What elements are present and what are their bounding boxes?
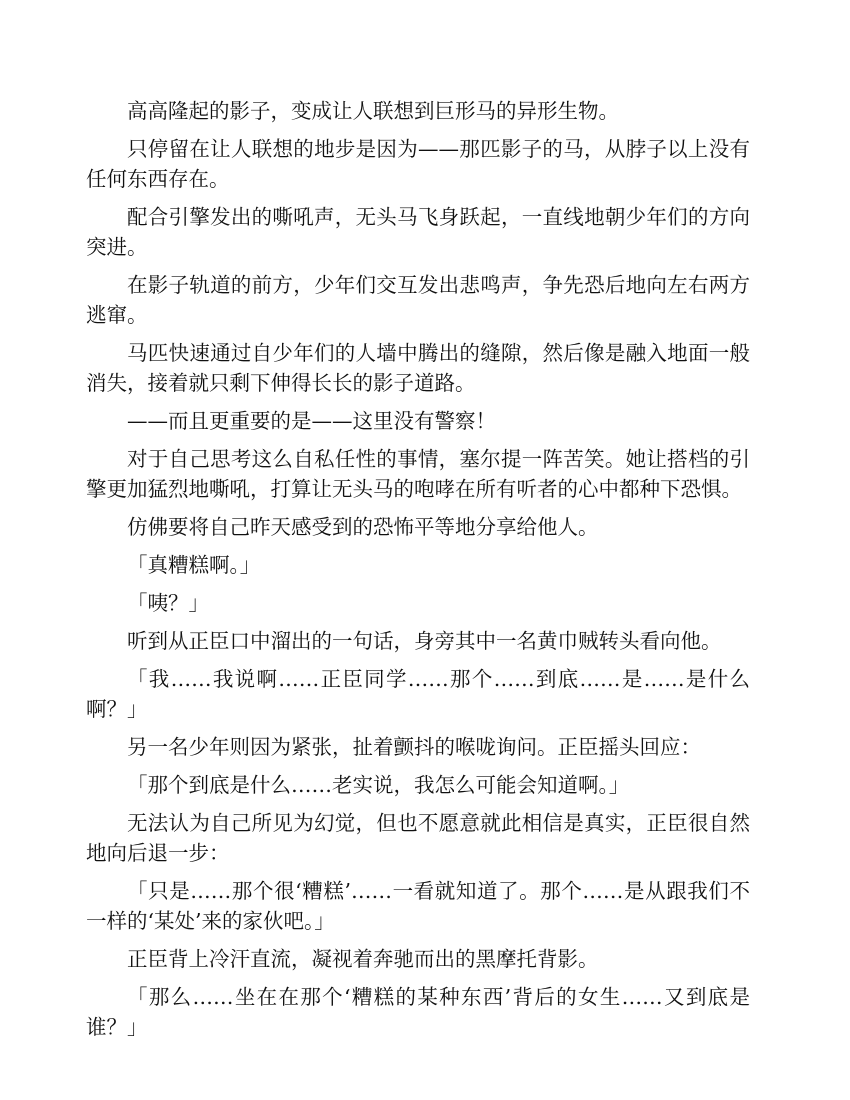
dialogue-line: 「那个到底是什么……老实说，我怎么可能会知道啊。」 — [127, 773, 630, 797]
paragraph: 听到从正臣口中溜出的一句话，身旁其中一名黄巾贼转头看向他。 — [127, 629, 722, 653]
paragraph: 另一名少年则因为紧张，扯着颤抖的喉咙询问。正臣摇头回应： — [127, 735, 701, 759]
paragraph: 正臣背上冷汗直流，凝视着奔驰而出的黑摩托背影。 — [127, 947, 599, 971]
paragraph: 对于自己思考这么自私任性的事情，塞尔提一阵苦笑。她让搭档的引擎更加猛烈地嘶吼，打算让无头马的咆哮在所有听者的心中都种下恐惧。 — [86, 447, 750, 501]
paragraph: 高高隆起的影子，变成让人联想到巨形马的异形生物。 — [127, 99, 619, 123]
document-page — [86, 96, 750, 1056]
dialogue-line: 「只是……那个很‘糟糕’……一看就知道了。那个……是从跟我们不一样的‘某处’来的家伙吧。」 — [86, 879, 750, 933]
paragraph: 只停留在让人联想的地步是因为——那匹影子的马，从脖子以上没有任何东西存在。 — [86, 137, 750, 191]
paragraph: 在影子轨道的前方，少年们交互发出悲鸣声，争先恐后地向左右两方逃窜。 — [86, 273, 750, 327]
paragraph: 无法认为自己所见为幻觉，但也不愿意就此相信是真实，正臣很自然地向后退一步： — [86, 811, 750, 865]
dialogue-line: 「真糟糕啊。」 — [127, 553, 261, 577]
dialogue-line: 「那么……坐在在那个‘糟糕的某种东西’背后的女生……又到底是谁？」 — [86, 985, 750, 1039]
paragraph: 仿佛要将自己昨天感受到的恐怖平等地分享给他人。 — [127, 515, 599, 539]
dialogue-line: 「咦？」 — [127, 591, 209, 615]
paragraph: ——而且更重要的是——这里没有警察！ — [127, 409, 496, 433]
paragraph: 配合引擎发出的嘶吼声，无头马飞身跃起，一直线地朝少年们的方向突进。 — [86, 205, 750, 259]
paragraph: 马匹快速通过自少年们的人墙中腾出的缝隙，然后像是融入地面一般消失，接着就只剩下伸得长长的影子道路。 — [86, 341, 750, 395]
dialogue-line: 「我……我说啊……正臣同学……那个……到底……是……是什么啊？」 — [86, 667, 750, 721]
